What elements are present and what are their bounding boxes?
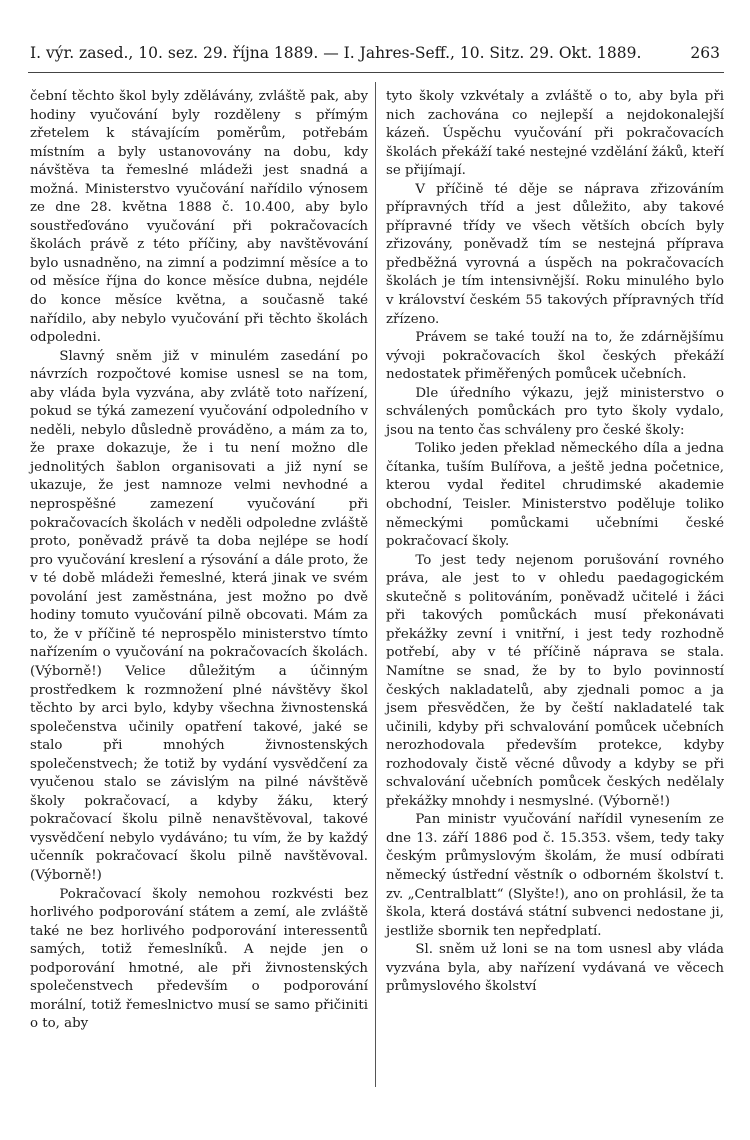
paragraph: To jest tedy nejenom porušování rovného práva, ale jest to v ohledu paedagogickém skutečně s politováním, poněvadž učitelé i žáci při takových pomůckách musí překonávati překážky zevní i vnitřní, i jest tedy rozhodně potřebí, aby v té příčině náprava se stala. Namítne se snad, že by to bylo povinností českých nakladatelů, aby zjednali pomoc a ja jsem přesvědčen, že by čeští nakladatelé tak učinili, kdyby při schvalování pomůcek učebních nerozhodovala především protekce, kdyby rozhodovaly čistě věcné důvody a kdyby se při schvalování učebních pomůcek českých nedělaly překážky mnohdy i nesmyslné. (Výborně!) — [386, 552, 724, 809]
left-column — [30, 88, 368, 1034]
paragraph: Dle úředního výkazu, jejž ministerstvo o schválených pomůckách pro tyto školy vydalo, jsou na tento čas schváleny pro české školy: — [386, 385, 724, 438]
paragraph: Sl. sněm už loni se na tom usnesl aby vláda vyzvána byla, aby nařízení vydávaná ve věcech průmyslového školství — [386, 942, 724, 995]
column-divider — [375, 82, 376, 1087]
header-rule — [28, 72, 724, 73]
paragraph: Pan ministr vyučování nařídil vynesením ze dne 13. září 1886 pod č. 15.353. všem, tedy taky českým průmyslovým školám, že musí odbírati německý ústřední věstník o odborném školství t. zv. „Centralblatt“ (Slyšte!), ano on prohlásil, že ta škola, která dostává státní subvenci nedostane ji, jestliže sbornik ten nepředplatí. — [386, 812, 724, 939]
paragraph: čební těchto škol byly zdělávány, zvláště pak, aby hodiny vyučování byly rozděleny s přímým zřetelem k stávajícím poměrům, potřebám místním a byly ustanovovány na dobu, kdy návštěva ta řemeslné mládeži jest snadná a možná. Ministerstvo vyučování nařídilo výnosem ze dne 28. května 1888 č. 10.400, aby bylo soustřeďováno vyučování při pokračovacích školách právě z této příčiny, aby navštěvování bylo usnadněno, na zimní a podzimní měsíce a to od měsíce října do konce měsíce dubna, nejdéle do konce měsíce května, a současně také nařídilo, aby nebylo vyučování při těchto školách odpoledni. — [30, 89, 368, 346]
running-head: I. výr. zased., 10. sez. 29. října 1889. — I. Jahres-Seff., 10. Sitz. 29. Okt. 1889. — [30, 44, 642, 62]
right-column — [386, 88, 724, 997]
paragraph: Právem se také touží na to, že zdárnějšímu vývoji pokračovacích škol českých překáží nedostatek přiměřených pomůcek učebních. — [386, 330, 724, 383]
paragraph: Pokračovací školy nemohou rozkvésti bez horlivého podporování státem a zemí, ale zvláště také ne bez horlivého podporování interessentů samých, totiž řemeslníků. A nejde jen o podporování hmotné, ale při živnostenských společenstvech především o podporování morální, totiž řemeslnictvo musí se samo přičiniti o to, aby — [30, 886, 368, 1032]
page-number: 263 — [690, 44, 720, 62]
page-header — [30, 44, 720, 64]
paragraph: V příčině té děje se náprava zřizováním přípravných tříd a jest důležito, aby takové přípravné třídy ve všech větších obcích byly zřizovány, poněvadž tím se nestejná příprava předběžná vyrovná a úspěch na pokračovacích školách je tím intensivnější. Roku minulého bylo v království českém 55 takových přípravných tříd zřízeno. — [386, 181, 724, 327]
paragraph: tyto školy vzkvétaly a zvláště o to, aby byla při nich zachována co nejlepší a nejdokonalejší kázeň. Úspěchu vyučování při pokračovacích školách překáží také nestejné vzdělání žáků, kteří se přijímají. — [386, 89, 724, 179]
paragraph: Slavný sněm již v minulém zasedání po návrzích rozpočtové komise usnesl se na tom, aby vláda byla vyzvána, aby zvlátě toto nařízení, pokud se týká zamezení vyučování odpoledního v neděli, nebylo důsledně prováděno, a mám za to, že praxe dokazuje, že i tu není možno dle jednolitých šablon organisovati a již nyní se ukazuje, že jest namnoze velmi nevhodné a neprospěšné zamezení vyučování při pokračovacích školách v neděli odpoledne zvláště proto, poněvadž právě ta doba nejlépe se hodí pro vyučování kreslení a rýsování a dále proto, že v té době mládeži řemeslné, která jinak ve svém povolání jest zaměstnána, jest možno po dvě hodiny tomuto vyučování pilně obcovati. Mám za to, že v příčině té neprospělo ministerstvo tímto nařízením o vyučování na pokračovacích školách. (Výborně!) Velice důležitým a účinným prostředkem k rozmnožení plné návštěvy škol těchto by arci bylo, kdyby všechna živnostenská společenstva učinily opatření takové, jaké se stalo při mnohých živnostenských společenstvech; že totiž by vydání vysvědčení za vyučenou stalo se závislým na pilné návštěvě školy pokračovací, a kdyby žáku, který pokračovací školu pilně nenavštěvoval, takové vysvědčení nebylo vydáváno; tu vím, že by každý učenník pokračovací školu pilně navštěvoval. (Výborně!) — [30, 348, 368, 883]
paragraph: Toliko jeden překlad německého díla a jedna čítanka, tuším Bulířova, a ještě jedna početnice, kterou vydal ředitel chrudimské akademie obchodní, Teisler. Ministerstvo poděluje toliko německými pomůckami učebními české pokračovací školy. — [386, 441, 724, 550]
